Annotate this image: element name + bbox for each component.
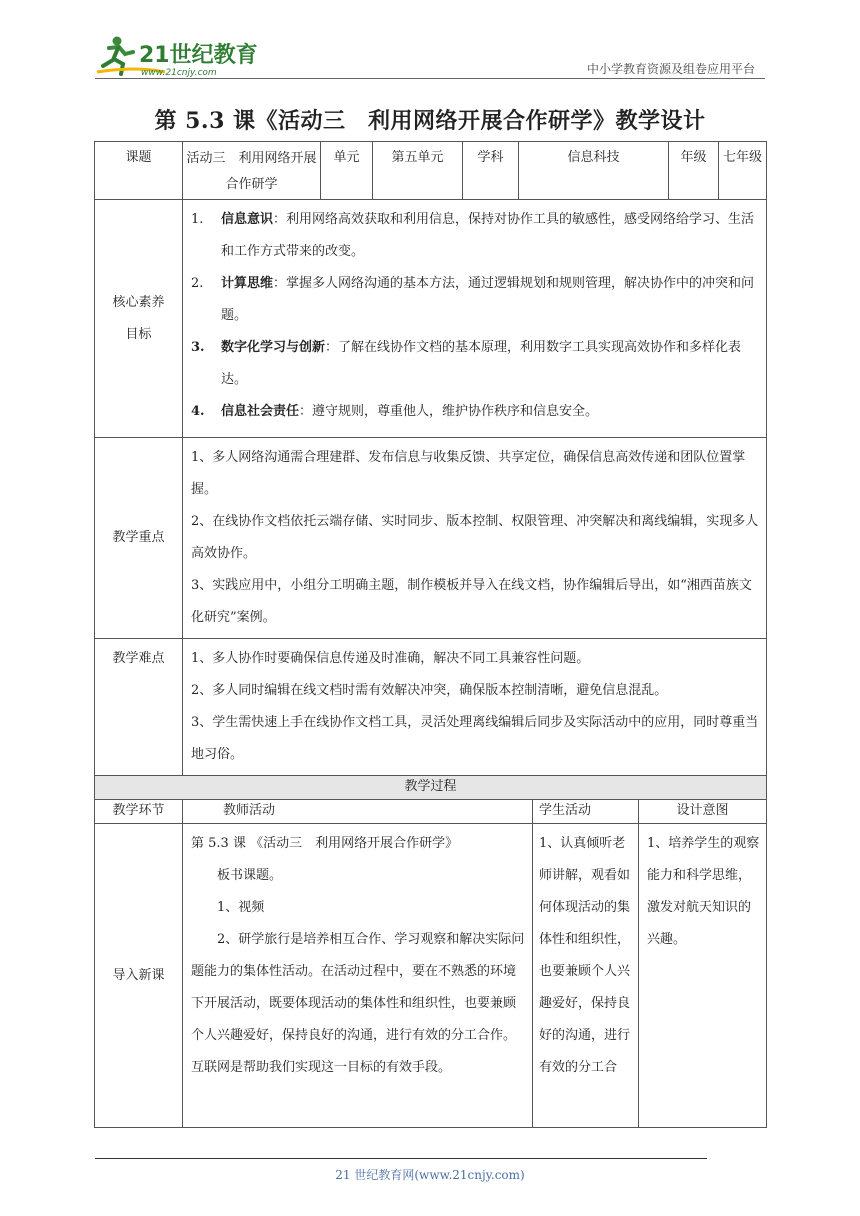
topic-value: 活动三 利用网络开展合作研学 (183, 142, 321, 200)
page-header (95, 30, 765, 80)
student-activity: 1、认真倾听老师讲解，观看如何体现活动的集体性和组织性，也要兼顾个人兴趣爱好，保持良好的沟通，进行有效的分工合 (533, 824, 639, 1128)
teacher-activity (183, 824, 533, 1128)
svg-text:21世纪教育: 21世纪教育 (139, 43, 258, 68)
key-point-item: 1、多人网络沟通需合理建群、发布信息与收集反馈、共享定位，确保信息高效传递和团队位置掌握。 (191, 450, 746, 497)
header-divider (95, 78, 765, 79)
teacher-line: 2、研学旅行是培养相互合作、学习观察和解决实际问题能力的集体性活动。在活动过程中，要在不熟悉的环境下开展活动，既要体现活动的集体性和组织性，也要兼顾个人兴趣爱好，保持良好的沟通，进行有效的分工合作。互联网是帮助我们实现这一目标的有效手段。 (191, 932, 525, 1075)
platform-name: 中小学教育资源及组卷应用平台 (586, 62, 755, 76)
document-title: 第 5.3 课《活动三 利用网络开展合作研学》教学设计 (154, 108, 706, 134)
lesson-info-table (94, 141, 767, 777)
goal-item: 1. 信息意识：利用网络高效获取和利用信息，保持对协作工具的敏感性，感受网络给学习、生活和工作方式带来的改变。 (191, 212, 755, 259)
difficulty-item: 3、学生需快速上手在线协作文档工具，灵活处理离线编辑后同步及实际活动中的应用，同时尊重当地习俗。 (191, 715, 759, 762)
grade-label: 年级 (669, 142, 719, 200)
header-stage: 教学环节 (95, 800, 183, 824)
design-intent: 1、培养学生的观察能力和科学思维，激发对航天知识的兴趣。 (639, 824, 767, 1128)
teacher-line: 1、视频 (217, 900, 265, 915)
header-intent: 设计意图 (639, 800, 767, 824)
difficulties-content (183, 639, 767, 777)
unit-label: 单元 (321, 142, 373, 200)
process-title: 教学过程 (95, 776, 767, 800)
key-points-content (183, 438, 767, 639)
subject-label: 学科 (463, 142, 519, 200)
goal-item: 4. 信息社会责任：遵守规则，尊重他人，维护协作秩序和信息安全。 (191, 404, 599, 419)
teaching-process-table (94, 775, 767, 1128)
svg-text:www.21cnjy.com: www.21cnjy.com (141, 68, 217, 78)
header-student: 学生活动 (533, 800, 639, 824)
teacher-line: 第 5.3 课 《活动三 利用网络开展合作研学》 (191, 836, 459, 851)
difficulty-item: 2、多人同时编辑在线文档时需有效解决冲突，确保版本控制清晰，避免信息混乱。 (191, 683, 668, 698)
stage-intro: 导入新课 (95, 824, 183, 1128)
goal-item: 2. 计算思维：掌握多人网络沟通的基本方法，通过逻辑规划和规则管理，解决协作中的冲突和问题。 (191, 276, 755, 323)
grade-value: 七年级 (719, 142, 767, 200)
page-footer: 21 世纪教育网(www.21cnjy.com) (335, 1168, 525, 1182)
footer-divider (95, 1158, 707, 1159)
difficulties-label: 教学难点 (95, 639, 183, 777)
goals-content (183, 200, 767, 438)
goals-label: 核心素养目标 (95, 200, 183, 438)
goal-item: 3. 数字化学习与创新：了解在线协作文档的基本原理，利用数字工具实现高效协作和多样化表达。 (191, 340, 742, 387)
topic-label: 课题 (95, 142, 183, 200)
runner-logo-icon (95, 32, 265, 78)
key-point-item: 3、实践应用中，小组分工明确主题，制作模板并导入在线文档，协作编辑后导出，如“湘西苗族文化研究”案例。 (191, 578, 752, 625)
teacher-line: 板书课题。 (217, 868, 283, 883)
key-point-item: 2、在线协作文档依托云端存储、实时同步、版本控制、权限管理、冲突解决和离线编辑，实现多人高效协作。 (191, 514, 759, 561)
site-logo (95, 32, 265, 78)
difficulty-item: 1、多人协作时要确保信息传递及时准确，解决不同工具兼容性问题。 (191, 651, 590, 666)
unit-value: 第五单元 (373, 142, 463, 200)
header-teacher: 教师活动 (183, 800, 533, 824)
subject-value: 信息科技 (519, 142, 669, 200)
key-points-label: 教学重点 (95, 438, 183, 639)
